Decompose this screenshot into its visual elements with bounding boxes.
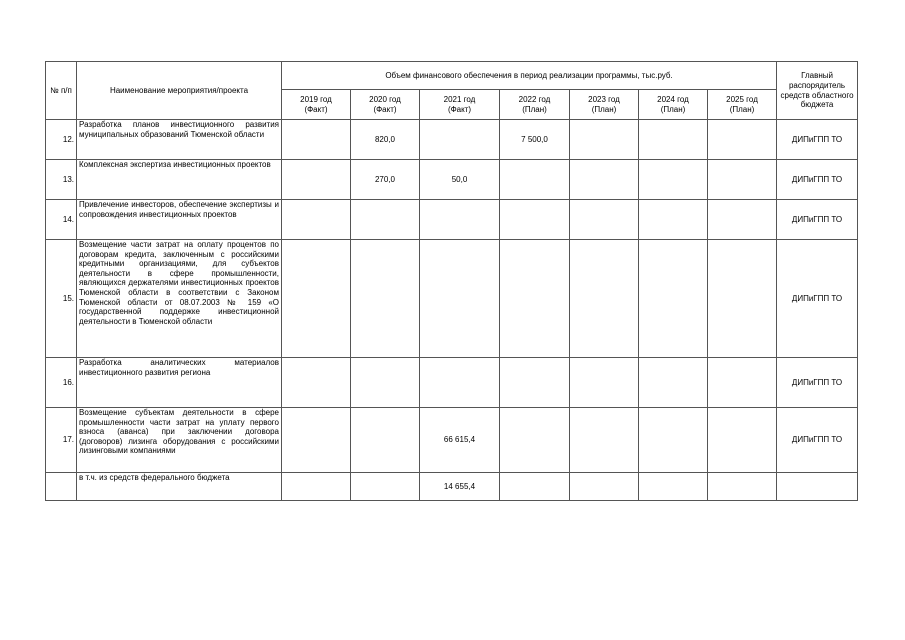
funding-value: [282, 240, 351, 358]
funding-value: [708, 120, 777, 160]
funding-value: [351, 240, 420, 358]
header-year-2023: 2023 год (План): [570, 90, 639, 120]
header-num: № п/п: [46, 62, 77, 120]
funding-value: [570, 473, 639, 501]
activity-name: Возмещение части затрат на оплату процентов по договорам кредита, заключенным с российскими кредитными организациями, для субъектов деятельности в сфере промышленности, являющихся держателями инвестиционных проектов Тюменской области в соответствии с Законом Тюменской области от 08.07.2003 № 159 «О государственной поддержке инвестиционной деятельности в Тюменской области: [77, 240, 282, 358]
funding-value: [639, 160, 708, 200]
funding-value: [708, 358, 777, 408]
funding-value: 14 655,4: [420, 473, 500, 501]
header-responsible: Главный распорядитель средств областного бюджета: [777, 62, 858, 120]
header-year-2024: 2024 год (План): [639, 90, 708, 120]
row-number: 12.: [46, 120, 77, 160]
header-year-2025: 2025 год (План): [708, 90, 777, 120]
table-row: [46, 473, 858, 501]
row-number: 14.: [46, 200, 77, 240]
funding-value: [420, 240, 500, 358]
table-row: [46, 240, 858, 358]
header-year-2019: 2019 год (Факт): [282, 90, 351, 120]
table-row: [46, 358, 858, 408]
funding-value: [282, 473, 351, 501]
funding-value: [282, 358, 351, 408]
funding-value: [570, 358, 639, 408]
funding-value: [282, 160, 351, 200]
funding-value: [420, 120, 500, 160]
funding-value: [420, 358, 500, 408]
row-number: [46, 473, 77, 501]
row-number: 16.: [46, 358, 77, 408]
header-year-2022: 2022 год (План): [500, 90, 570, 120]
funding-value: [500, 200, 570, 240]
activity-name: в т.ч. из средств федерального бюджета: [77, 473, 282, 501]
funding-value: [708, 408, 777, 473]
activity-name: Привлечение инвесторов, обеспечение экспертизы и сопровождения инвестиционных проектов: [77, 200, 282, 240]
funding-value: [282, 120, 351, 160]
activity-name: Комплексная экспертиза инвестиционных проектов: [77, 160, 282, 200]
responsible-body: ДИПиГПП ТО: [777, 408, 858, 473]
funding-value: 66 615,4: [420, 408, 500, 473]
row-number: 13.: [46, 160, 77, 200]
header-year-2020: 2020 год (Факт): [351, 90, 420, 120]
funding-value: [570, 408, 639, 473]
table-row: [46, 200, 858, 240]
responsible-body: ДИПиГПП ТО: [777, 160, 858, 200]
responsible-body: ДИПиГПП ТО: [777, 200, 858, 240]
table-row: [46, 160, 858, 200]
funding-value: [570, 120, 639, 160]
funding-value: [708, 473, 777, 501]
funding-value: [500, 358, 570, 408]
header-name: Наименование мероприятия/проекта: [77, 62, 282, 120]
table-row: [46, 408, 858, 473]
table-row: [46, 120, 858, 160]
funding-value: [500, 240, 570, 358]
funding-table: [45, 61, 858, 501]
responsible-body: ДИПиГПП ТО: [777, 120, 858, 160]
funding-value: [420, 200, 500, 240]
funding-value: [500, 408, 570, 473]
funding-value: [639, 358, 708, 408]
funding-value: [708, 200, 777, 240]
funding-value: [639, 240, 708, 358]
activity-name: Разработка планов инвестиционного развития муниципальных образований Тюменской области: [77, 120, 282, 160]
funding-value: [639, 200, 708, 240]
row-number: 17.: [46, 408, 77, 473]
funding-value: 820,0: [351, 120, 420, 160]
funding-value: [570, 160, 639, 200]
funding-value: [639, 120, 708, 160]
funding-value: [351, 473, 420, 501]
funding-value: [282, 408, 351, 473]
header-funding: Объем финансового обеспечения в период реализации программы, тыс.руб.: [282, 62, 777, 90]
funding-value: [708, 160, 777, 200]
header-year-2021: 2021 год (Факт): [420, 90, 500, 120]
funding-value: [639, 473, 708, 501]
table-body: [46, 120, 858, 501]
funding-value: [351, 200, 420, 240]
funding-value: [351, 358, 420, 408]
funding-value: [570, 200, 639, 240]
responsible-body: ДИПиГПП ТО: [777, 240, 858, 358]
funding-value: [282, 200, 351, 240]
funding-value: [570, 240, 639, 358]
activity-name: Разработка аналитических материалов инвестиционного развития региона: [77, 358, 282, 408]
funding-value: 50,0: [420, 160, 500, 200]
funding-value: [500, 160, 570, 200]
funding-value: [351, 408, 420, 473]
responsible-body: ДИПиГПП ТО: [777, 358, 858, 408]
funding-value: [639, 408, 708, 473]
funding-value: [500, 473, 570, 501]
funding-value: 7 500,0: [500, 120, 570, 160]
responsible-body: [777, 473, 858, 501]
funding-value: [708, 240, 777, 358]
row-number: 15.: [46, 240, 77, 358]
activity-name: Возмещение субъектам деятельности в сфере промышленности части затрат на уплату первого взноса (аванса) при заключении договора (договоров) лизинга оборудования с российскими лизинговыми компаниями: [77, 408, 282, 473]
funding-value: 270,0: [351, 160, 420, 200]
